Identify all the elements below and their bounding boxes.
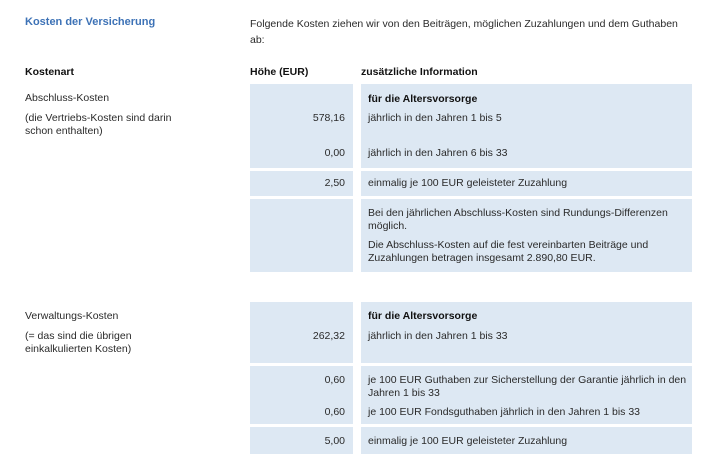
abschluss-amount-3: 2,50 (324, 177, 345, 189)
verwaltung-amount-2: 0,60 (324, 374, 345, 386)
verwaltung-note: (= das sind die übrigen einkalkulierten Kosten) (25, 330, 132, 355)
abschluss-note-1: Bei den jährlichen Abschluss-Kosten sind Rundungs-Differenzen möglich. (368, 207, 668, 232)
verwaltung-amount-cell-1 (250, 302, 353, 363)
abschluss-info-cell-2 (361, 171, 692, 196)
verwaltung-amount-1: 262,32 (312, 330, 345, 342)
verwaltung-amount-3: 0,60 (324, 406, 345, 418)
abschluss-info-3: einmalig je 100 EUR geleisteter Zuzahlung (368, 177, 568, 189)
header-hoehe: Höhe (EUR) (250, 66, 309, 78)
verwaltung-info-cell-1 (361, 302, 692, 363)
abschluss-label: Abschluss-Kosten (25, 92, 110, 104)
abschluss-amount-cell-2 (250, 171, 353, 196)
abschluss-info-cell-3 (361, 199, 692, 272)
abschluss-info-2: jährlich in den Jahren 6 bis 33 (368, 147, 508, 159)
verwaltung-info-2: je 100 EUR Guthaben zur Sicherstellung der Garantie jährlich in den Jahren 1 bis 33 (368, 374, 687, 399)
abschluss-amount-1: 578,16 (312, 112, 345, 124)
section-intro: Folgende Kosten ziehen wir von den Beiträgen, möglichen Zuzahlungen und dem Guthaben ab: (250, 18, 678, 46)
abschluss-info-cell-1 (361, 84, 692, 168)
verwaltung-info-4: einmalig je 100 EUR geleisteter Zuzahlung (368, 435, 568, 447)
verwaltung-info-cell-3 (361, 427, 692, 454)
abschluss-note: (die Vertriebs-Kosten sind darin schon enthalten) (25, 112, 172, 137)
section-title: Kosten der Versicherung (25, 16, 156, 28)
abschluss-amount-2: 0,00 (324, 147, 345, 159)
verwaltung-amount-4: 5,00 (324, 435, 345, 447)
abschluss-amount-cell-1 (250, 84, 353, 168)
abschluss-note-2: Die Abschluss-Kosten auf die fest vereinbarten Beiträge und Zuzahlungen betragen insgesamt 2.890,80 EUR. (368, 239, 649, 264)
verwaltung-info-3: je 100 EUR Fondsguthaben jährlich in den Jahren 1 bis 33 (368, 406, 641, 418)
abschluss-amount-cell-3 (250, 199, 353, 272)
abschluss-info-1: jährlich in den Jahren 1 bis 5 (368, 112, 502, 124)
header-info: zusätzliche Information (361, 66, 478, 78)
verwaltung-amount-cell-2 (250, 366, 353, 424)
abschluss-heading: für die Altersvorsorge (368, 93, 478, 105)
verwaltung-info-cell-2 (361, 366, 692, 424)
verwaltung-label: Verwaltungs-Kosten (25, 310, 119, 322)
verwaltung-heading: für die Altersvorsorge (368, 310, 478, 322)
verwaltung-amount-cell-3 (250, 427, 353, 454)
header-kostenart: Kostenart (25, 66, 75, 78)
verwaltung-info-1: jährlich in den Jahren 1 bis 33 (368, 330, 508, 342)
